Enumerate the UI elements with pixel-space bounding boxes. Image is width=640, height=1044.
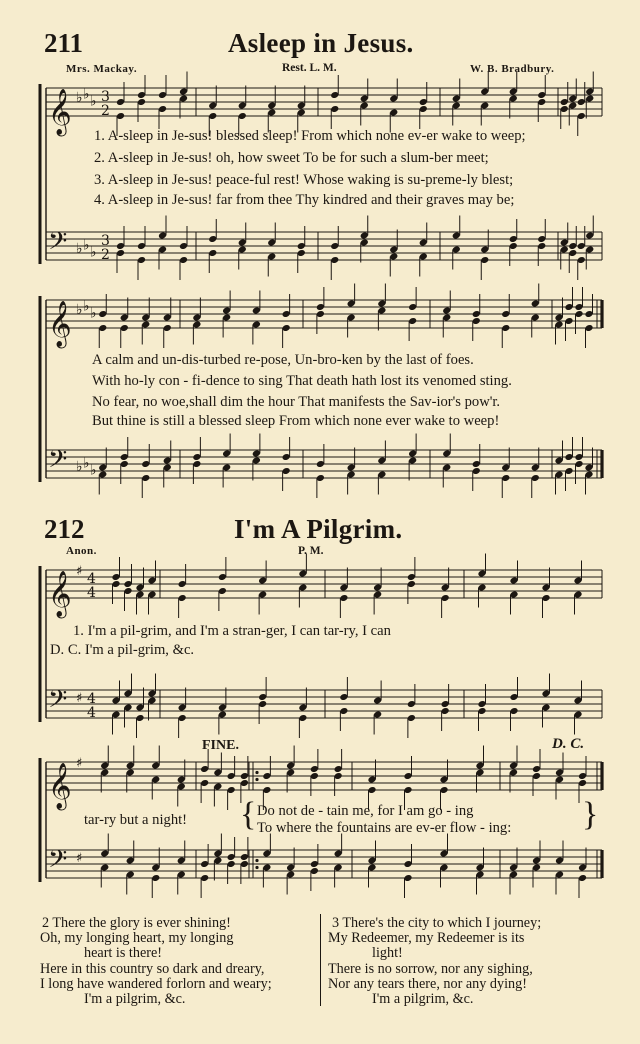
time-signature-top: 4 — [87, 691, 96, 707]
time-signature-top: 3 — [101, 233, 110, 249]
flat-icon: ♭ — [76, 90, 83, 106]
verse-2-line: Oh, my longing heart, my longing — [40, 930, 234, 947]
treble-clef-icon: 𝄞 — [48, 301, 72, 347]
time-signature-bottom: 4 — [87, 585, 96, 601]
hymn-211-verse-line-2: 2. A-sleep in Je-sus! oh, how sweet To be for such a slum-ber meet; — [94, 150, 489, 166]
sharp-icon: ♯ — [76, 564, 83, 579]
sharp-icon: ♯ — [76, 756, 83, 771]
verse-3-block — [328, 916, 541, 1007]
hymn-212-brace-line-a: Do not de - tain me, for I am go - ing — [257, 803, 474, 819]
hymn-211-verse-line-4: 4. A-sleep in Je-sus! far from thee Thy kindred and their graves may be; — [94, 192, 515, 208]
hymn-212-number: 212 — [44, 514, 85, 544]
flat-icon: ♭ — [90, 244, 97, 261]
repeat-dot — [255, 771, 258, 774]
verse-3-line: Nor any tears there, nor any dying! — [328, 975, 527, 992]
hymn-211-verse-line-8: But thine is still a blessed sleep From which none ever wake to weep! — [92, 413, 500, 429]
time-signature-bottom: 4 — [87, 705, 96, 721]
flat-icon: ♭ — [76, 459, 83, 475]
verse-3-line: There is no sorrow, nor any sighing, — [328, 960, 533, 977]
hymn-211-verse-line-6: With ho-ly con - fi-dence to sing That death hath lost its venomed sting. — [92, 373, 512, 389]
verse-2-line: I'm a pilgrim, &c. — [84, 991, 186, 1008]
time-signature-top: 3 — [101, 89, 110, 105]
hymn-212-lyric-line-1: 1. I'm a pil-grim, and I'm a stran-ger, I can tar-ry, I can — [73, 623, 391, 639]
treble-clef-icon: 𝄞 — [48, 763, 72, 809]
hymn-211-verse-line-3: 3. A-sleep in Je-sus! peace-ful rest! Whose waking is su-preme-ly blest; — [94, 172, 514, 188]
flat-icon: ♭ — [83, 86, 90, 103]
time-signature-top: 4 — [87, 571, 96, 587]
sharp-icon: ♯ — [76, 691, 83, 706]
flat-icon: ♭ — [76, 302, 83, 318]
verse-divider — [320, 914, 321, 1006]
flat-icon: ♭ — [90, 93, 97, 110]
time-signature-bottom: 2 — [101, 103, 110, 119]
flat-icon: ♭ — [90, 462, 97, 479]
flat-icon: ♭ — [90, 305, 97, 322]
bass-clef-icon: 𝄢 — [48, 845, 68, 880]
flat-icon: ♭ — [83, 237, 90, 254]
hymn-211-meter: Rest. L. M. — [282, 62, 337, 74]
verse-3-line: My Redeemer, my Redeemer is its — [328, 930, 525, 947]
hymn-211-number: 211 — [44, 28, 84, 58]
flat-icon: ♭ — [83, 455, 90, 472]
hymn-211-verse-line-7: No fear, no woe,shall dim the hour That manifests the Sav-ior's pow'r. — [92, 394, 501, 410]
hymn-212-lyric-line-2: tar-ry but a night! — [84, 812, 188, 828]
repeat-dot — [255, 866, 258, 869]
hymn-211-music-credit: W. B. Bradbury. — [470, 63, 555, 75]
verse-3-line: I'm a pilgrim, &c. — [372, 991, 474, 1008]
dc-marking: D. C. — [552, 736, 585, 752]
verse-3-line: 3 There's the city to which I journey; — [332, 915, 542, 931]
bass-clef-icon: 𝄢 — [48, 445, 68, 480]
repeat-dot — [255, 859, 258, 862]
bass-clef-icon: 𝄢 — [48, 227, 68, 262]
hymn-212-brace-line-b: To where the fountains are ev-er flow - ing: — [257, 820, 512, 836]
treble-clef-icon: 𝄞 — [48, 571, 72, 617]
hymn-212-words-credit: Anon. — [66, 545, 97, 557]
hymn-211-title: Asleep in Jesus. — [228, 28, 414, 58]
flat-icon: ♭ — [83, 298, 90, 315]
verse-2-line: Here in this country so dark and dreary, — [40, 960, 265, 977]
verse-2-line: I long have wandered forlorn and weary; — [40, 975, 272, 992]
verse-2-line: heart is there! — [84, 945, 162, 962]
hymn-212-title: I'm A Pilgrim. — [234, 514, 403, 544]
hymn-212-meter: P. M. — [298, 545, 324, 557]
hymn-211-verse-line-5: A calm and un-dis-turbed re-pose, Un-bro-ken by the last of foes. — [92, 352, 474, 368]
verse-3-line: light! — [372, 945, 403, 962]
sharp-icon: ♯ — [76, 851, 83, 866]
flat-icon: ♭ — [76, 241, 83, 257]
right-brace: } — [582, 796, 599, 833]
bass-clef-icon: 𝄢 — [48, 685, 68, 720]
repeat-dot — [255, 778, 258, 781]
verse-2-block — [40, 916, 272, 1007]
verse-2-line: 2 There the glory is ever shining! — [42, 915, 231, 931]
hymn-211-verse-line-1: 1. A-sleep in Je-sus! blessed sleep! From which none ev-er wake to weep; — [94, 128, 526, 144]
time-signature-bottom: 2 — [101, 247, 110, 263]
treble-clef-icon: 𝄞 — [48, 89, 72, 135]
fine-marking: FINE. — [202, 738, 239, 753]
hymn-212-dc-line: D. C. I'm a pil-grim, &c. — [50, 642, 195, 658]
left-brace: { — [240, 796, 257, 833]
hymn-211-words-credit: Mrs. Mackay. — [66, 63, 138, 75]
